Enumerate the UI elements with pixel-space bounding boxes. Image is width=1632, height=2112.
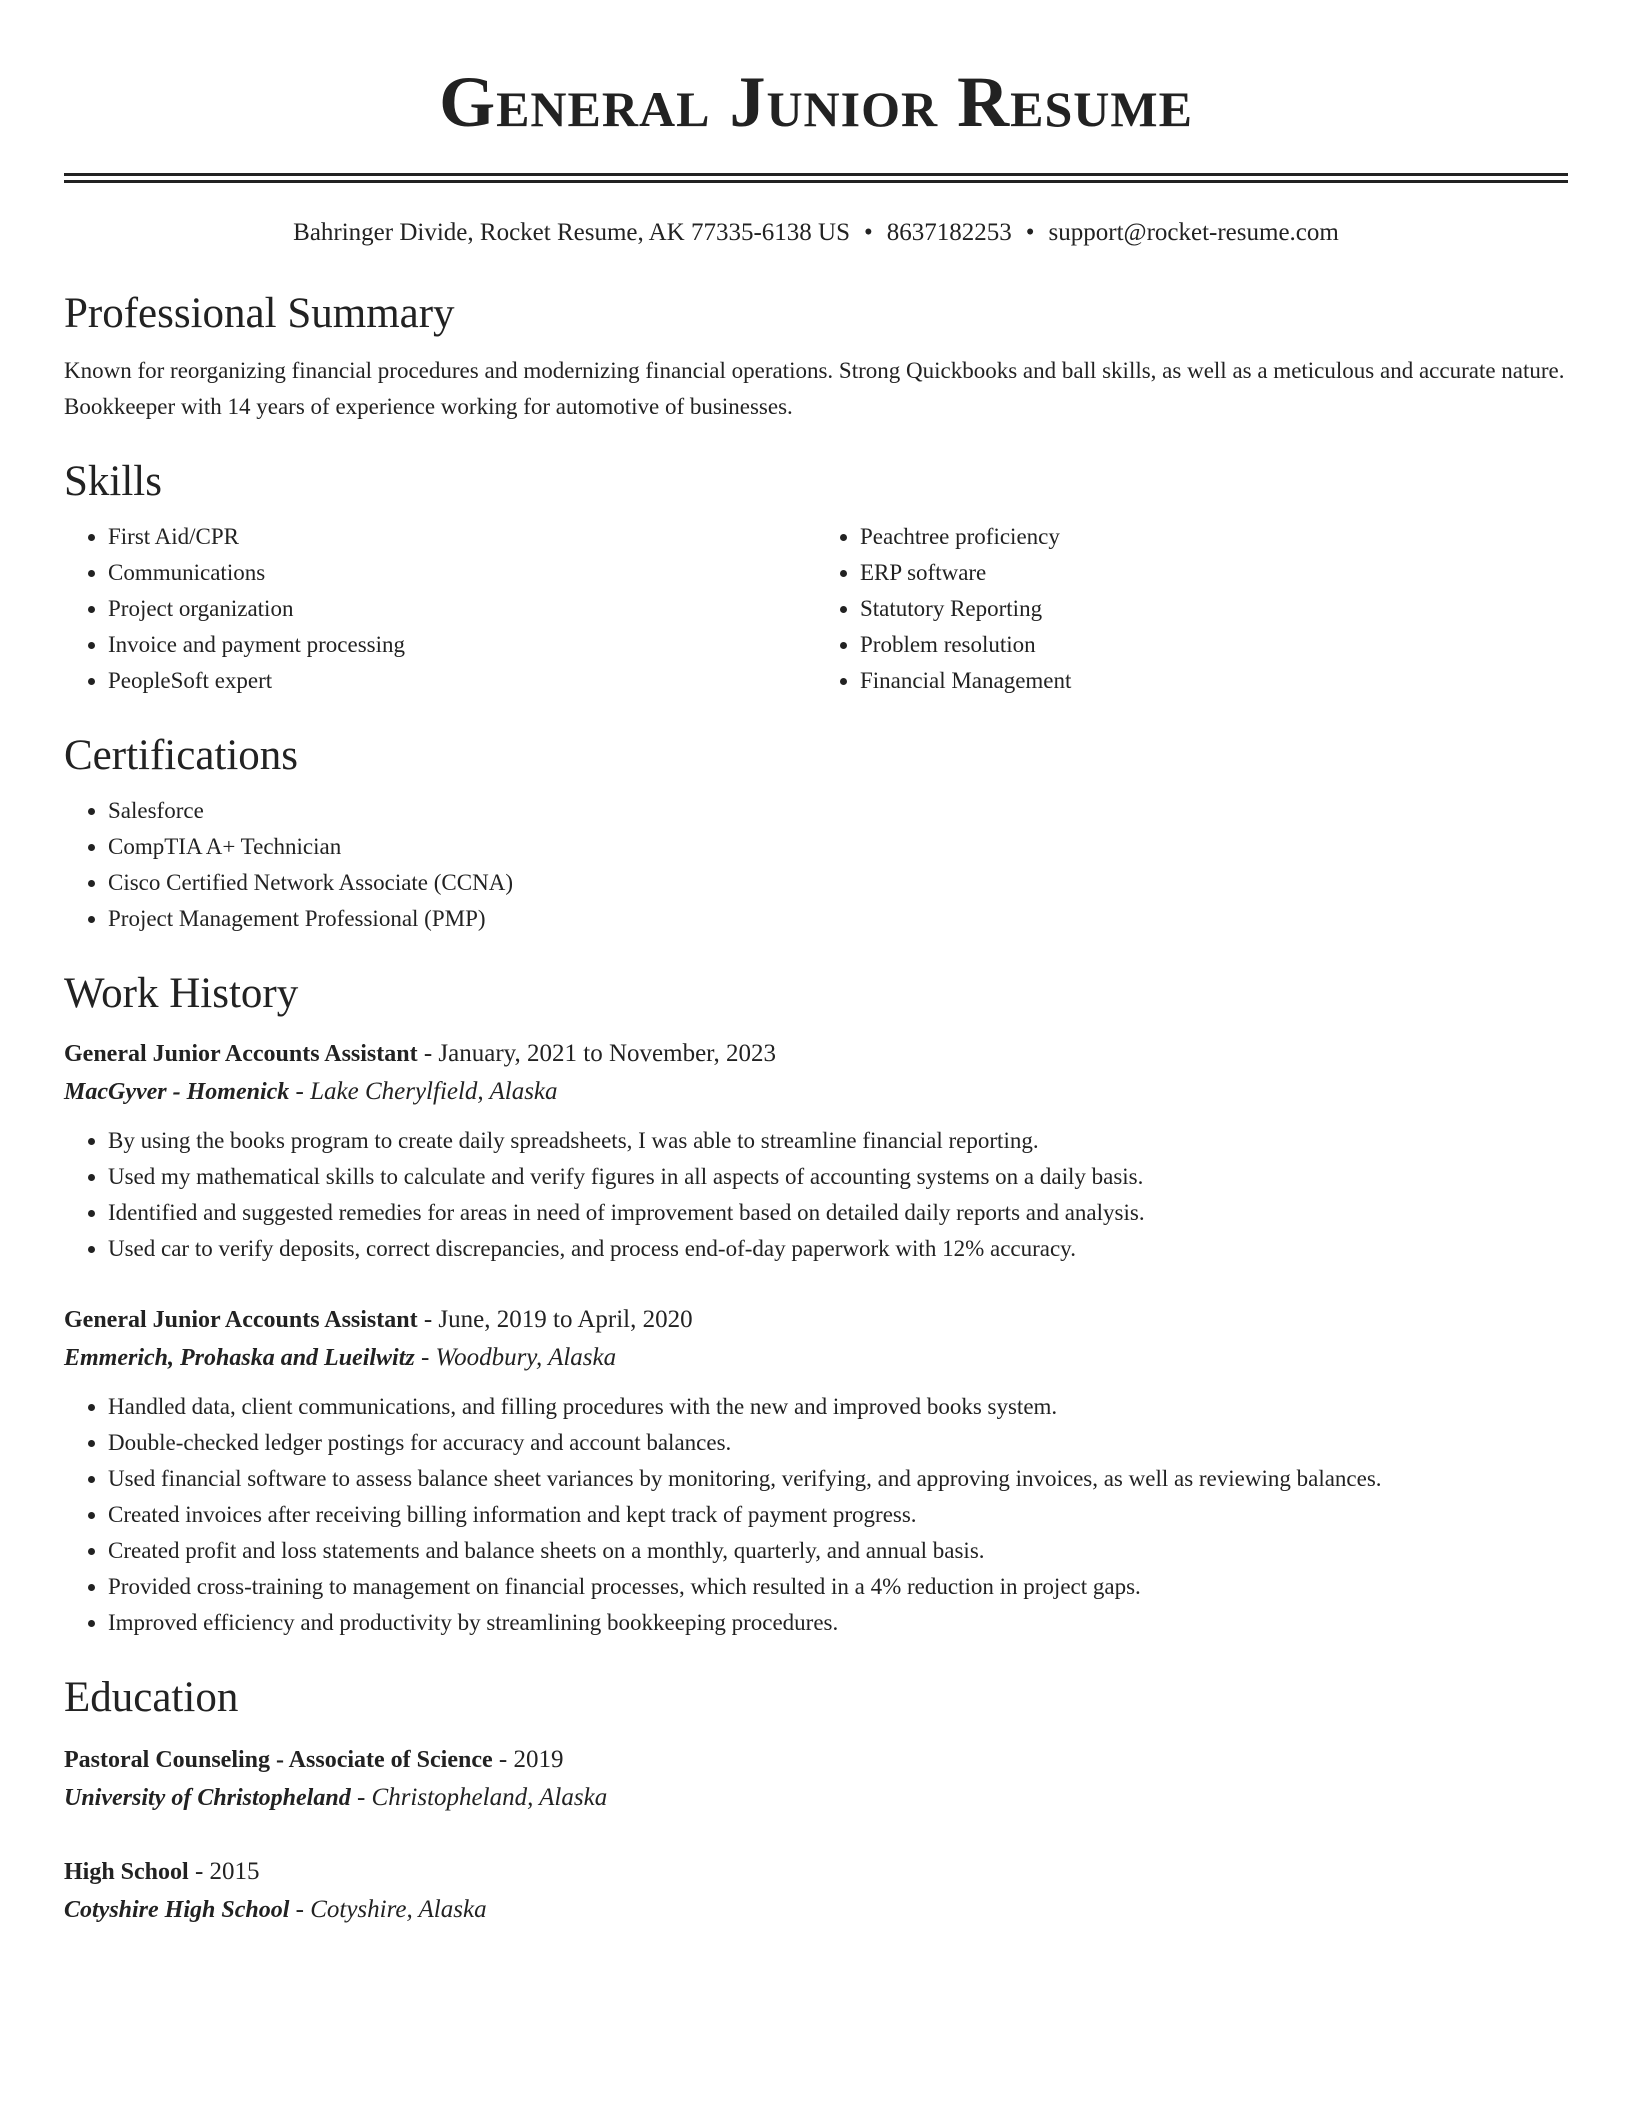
skills-list-right — [816, 519, 1568, 699]
dash: - — [295, 1078, 304, 1105]
title-divider — [64, 173, 1568, 183]
education-location: Cotyshire, Alaska — [310, 1896, 487, 1923]
contact-separator: • — [864, 219, 873, 246]
contact-phone: 8637182253 — [886, 219, 1012, 246]
job-company: Emmerich, Prohaska and Lueilwitz — [64, 1345, 415, 1371]
education-location: Christopheland, Alaska — [371, 1784, 608, 1811]
certification-item: • Salesforce — [108, 793, 1568, 829]
job-bullet: • Created invoices after receiving billing information and kept track of payment progress. — [108, 1497, 1568, 1533]
job-employer-line — [64, 1073, 1568, 1111]
job-entry — [64, 1301, 1568, 1641]
contact-email: support@rocket-resume.com — [1048, 219, 1339, 246]
education-degree: High School — [64, 1859, 189, 1885]
skill-item: • First Aid/CPR — [108, 519, 816, 555]
dash: - — [498, 1746, 508, 1773]
job-bullets — [64, 1123, 1568, 1267]
skill-item: • Financial Management — [860, 663, 1568, 699]
job-title: General Junior Accounts Assistant — [64, 1041, 418, 1067]
job-bullet: • Identified and suggested remedies for areas in need of improvement based on detailed daily reports and analysis. — [108, 1195, 1568, 1231]
job-bullet: • By using the books program to create daily spreadsheets, I was able to streamline financial reporting. — [108, 1123, 1568, 1159]
job-bullet: • Double-checked ledger postings for accuracy and account balances. — [108, 1425, 1568, 1461]
education-entry — [64, 1741, 1568, 1817]
education-year: 2019 — [513, 1746, 564, 1773]
certifications-section — [64, 731, 1568, 937]
skills-list-left — [64, 519, 816, 699]
summary-section — [64, 289, 1568, 425]
job-title: General Junior Accounts Assistant — [64, 1307, 418, 1333]
contact-line — [64, 217, 1568, 249]
skill-item: • Statutory Reporting — [860, 591, 1568, 627]
job-bullet: • Used financial software to assess balance sheet variances by monitoring, verifying, and approving invoices, as well as reviewing balances. — [108, 1461, 1568, 1497]
education-degree: Pastoral Counseling - Associate of Science — [64, 1747, 493, 1773]
job-bullets — [64, 1389, 1568, 1641]
job-bullet: • Handled data, client communications, and filling procedures with the new and improved books system. — [108, 1389, 1568, 1425]
skills-columns — [64, 507, 1568, 699]
job-header — [64, 1035, 1568, 1073]
job-header — [64, 1301, 1568, 1339]
certifications-list — [64, 793, 1568, 937]
job-bullet: • Improved efficiency and productivity by streamlining bookkeeping procedures. — [108, 1605, 1568, 1641]
dash: - — [295, 1896, 304, 1923]
job-dates: June, 2019 to April, 2020 — [438, 1306, 693, 1333]
dash: - — [423, 1306, 433, 1333]
job-dates: January, 2021 to November, 2023 — [438, 1040, 777, 1067]
skill-item: • Peachtree proficiency — [860, 519, 1568, 555]
education-heading: Education — [64, 1674, 239, 1721]
education-header — [64, 1853, 1568, 1891]
skills-section — [64, 457, 1568, 699]
dash: - — [423, 1040, 433, 1067]
education-school: University of Christopheland — [64, 1785, 351, 1811]
certification-item: • Cisco Certified Network Associate (CCNA) — [108, 865, 1568, 901]
resume-title: General Junior Resume — [439, 62, 1193, 142]
job-employer-line — [64, 1339, 1568, 1377]
skill-item: • Problem resolution — [860, 627, 1568, 663]
education-school: Cotyshire High School — [64, 1897, 290, 1923]
job-bullet: • Provided cross-training to management on financial processes, which resulted in a 4% reduction in project gaps. — [108, 1569, 1568, 1605]
work-history-section — [64, 969, 1568, 1641]
summary-heading: Professional Summary — [64, 290, 455, 337]
summary-text: Known for reorganizing financial procedures and modernizing financial operations. Strong Quickbooks and ball skills, as well as a meticulous and accurate nature. Bookkeeper with 14 years of experience working for automotive of businesses. — [64, 358, 1565, 419]
certification-item: • Project Management Professional (PMP) — [108, 901, 1568, 937]
skill-item: • PeopleSoft expert — [108, 663, 816, 699]
education-entry — [64, 1853, 1568, 1929]
dash: - — [194, 1858, 204, 1885]
education-section — [64, 1673, 1568, 1929]
job-bullet: • Used my mathematical skills to calculate and verify figures in all aspects of accounting systems on a daily basis. — [108, 1159, 1568, 1195]
education-year: 2015 — [209, 1858, 260, 1885]
skill-item: • Communications — [108, 555, 816, 591]
job-location: Lake Cherylfield, Alaska — [310, 1078, 558, 1105]
education-header — [64, 1741, 1568, 1779]
work-history-heading: Work History — [64, 970, 299, 1017]
contact-address: Bahringer Divide, Rocket Resume, AK 77335-6138 US — [293, 219, 851, 246]
certification-item: • CompTIA A+ Technician — [108, 829, 1568, 865]
skill-item: • Invoice and payment processing — [108, 627, 816, 663]
education-school-line — [64, 1779, 1568, 1817]
job-company: MacGyver - Homenick — [64, 1079, 290, 1105]
certifications-heading: Certifications — [64, 732, 299, 779]
skill-item: • ERP software — [860, 555, 1568, 591]
contact-separator: • — [1025, 219, 1035, 246]
dash: - — [420, 1344, 430, 1371]
skill-item: • Project organization — [108, 591, 816, 627]
job-location: Woodbury, Alaska — [435, 1344, 617, 1371]
skills-heading: Skills — [64, 458, 162, 505]
job-bullet: • Created profit and loss statements and balance sheets on a monthly, quarterly, and annual basis. — [108, 1533, 1568, 1569]
job-bullet: • Used car to verify deposits, correct discrepancies, and process end-of-day paperwork with 12% accuracy. — [108, 1231, 1568, 1267]
education-school-line — [64, 1891, 1568, 1929]
dash: - — [356, 1784, 366, 1811]
job-entry — [64, 1035, 1568, 1267]
